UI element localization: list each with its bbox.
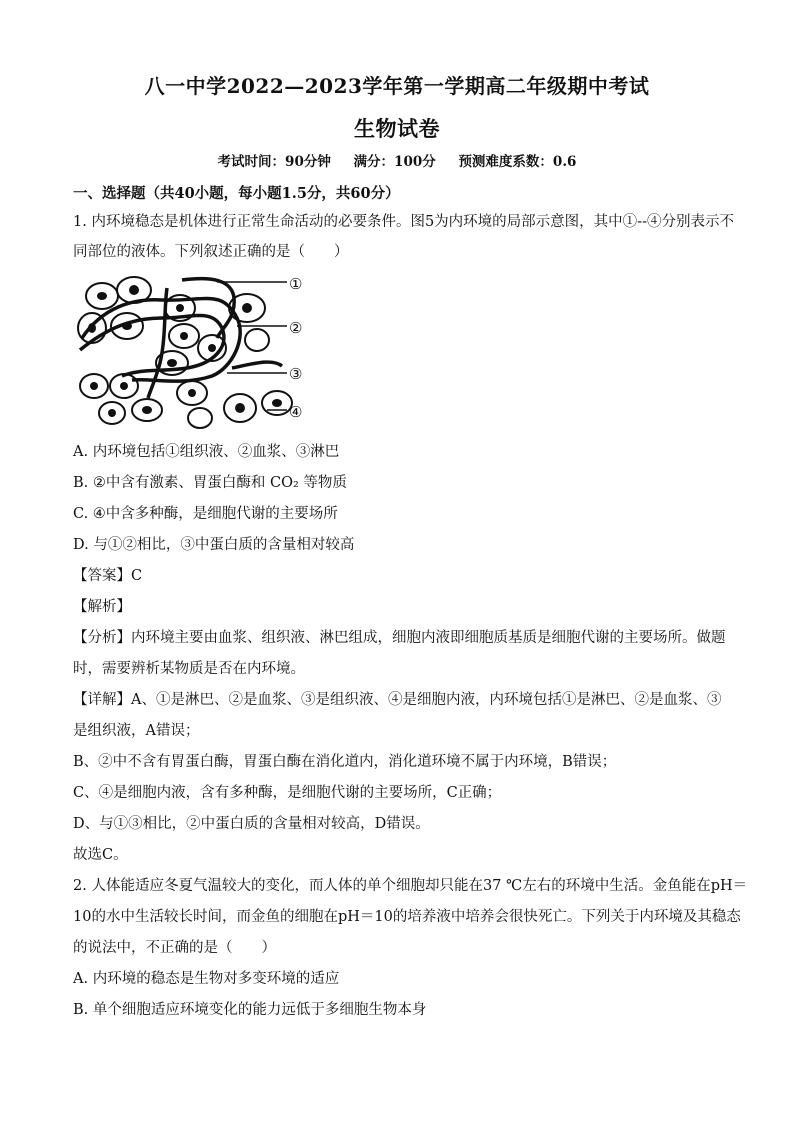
q2-stem-line-2: 10的水中生活较长时间，而金鱼的细胞在pH＝10的培养液中培养会很快死亡。下列关于内环境及其稳态 xyxy=(73,909,741,925)
q1-option-c: C. ④中含多种酶，是细胞代谢的主要场所 xyxy=(73,506,338,522)
exam-meta xyxy=(0,150,794,170)
diagram-label-1: ① xyxy=(289,275,303,293)
q1-option-b: B. ②中含有激素、胃蛋白酶和 CO₂ 等物质 xyxy=(73,475,347,491)
q1-explain-c: C、④是细胞内液，含有多种酶，是细胞代谢的主要场所，C正确； xyxy=(73,785,502,801)
diagram-label-4: ④ xyxy=(289,403,303,421)
internal-environment-diagram xyxy=(72,268,322,433)
diagram-label-2: ② xyxy=(289,319,303,337)
q1-fenxi-line-1: 【分析】内环境主要由血浆、组织液、淋巴组成，细胞内液即细胞质基质是细胞代谢的主要场所。做题 xyxy=(73,630,726,646)
exam-duration: 考试时间：90分钟 xyxy=(217,154,331,170)
q1-option-a: A. 内环境包括①组织液、②血浆、③淋巴 xyxy=(73,444,340,460)
q1-stem-line-2: 同部位的液体。下列叙述正确的是（ ） xyxy=(73,244,349,260)
q1-explain-d: D、与①③相比，②中蛋白质的含量相对较高，D错误。 xyxy=(73,816,430,832)
q2-option-a: A. 内环境的稳态是生物对多变环境的适应 xyxy=(73,971,340,987)
exam-title: 八一中学2022—2023学年第一学期高二年级期中考试 xyxy=(144,74,650,98)
q1-conclusion: 故选C。 xyxy=(73,847,128,863)
q1-option-d: D. 与①②相比，③中蛋白质的含量相对较高 xyxy=(73,537,355,553)
q2-stem-line-3: 的说法中，不正确的是（ ） xyxy=(73,940,276,956)
q1-analysis-tag: 【解析】 xyxy=(73,599,131,615)
section-heading: 一、选择题（共40小题，每小题1.5分，共60分） xyxy=(73,185,400,202)
q1-answer: 【答案】C xyxy=(73,568,143,584)
q1-fenxi-line-2: 时，需要辨析某物质是否在内环境。 xyxy=(73,661,305,677)
diagram-label-3: ③ xyxy=(289,365,303,383)
subject-title: 生物试卷 xyxy=(354,116,440,141)
difficulty: 预测难度系数：0.6 xyxy=(458,154,577,170)
q2-option-b: B. 单个细胞适应环境变化的能力远低于多细胞生物本身 xyxy=(73,1002,427,1018)
q1-xiangjie-line-1: 【详解】A、①是淋巴、②是血浆、③是组织液、④是细胞内液，内环境包括①是淋巴、②是血浆、③ xyxy=(73,692,722,708)
q1-xiangjie-line-2: 是组织液，A错误； xyxy=(73,723,200,739)
q2-stem-line-1: 2. 人体能适应冬夏气温较大的变化，而人体的单个细胞却只能在37 ℃左右的环境中生活。金鱼能在pH＝ xyxy=(73,878,748,894)
q1-explain-b: B、②中不含有胃蛋白酶，胃蛋白酶在消化道内，消化道环境不属于内环境，B错误； xyxy=(73,754,617,770)
q1-stem-line-1: 1. 内环境稳态是机体进行正常生命活动的必要条件。图5为内环境的局部示意图，其中①--④分别表示不 xyxy=(73,214,734,230)
full-score: 满分：100分 xyxy=(353,154,436,170)
